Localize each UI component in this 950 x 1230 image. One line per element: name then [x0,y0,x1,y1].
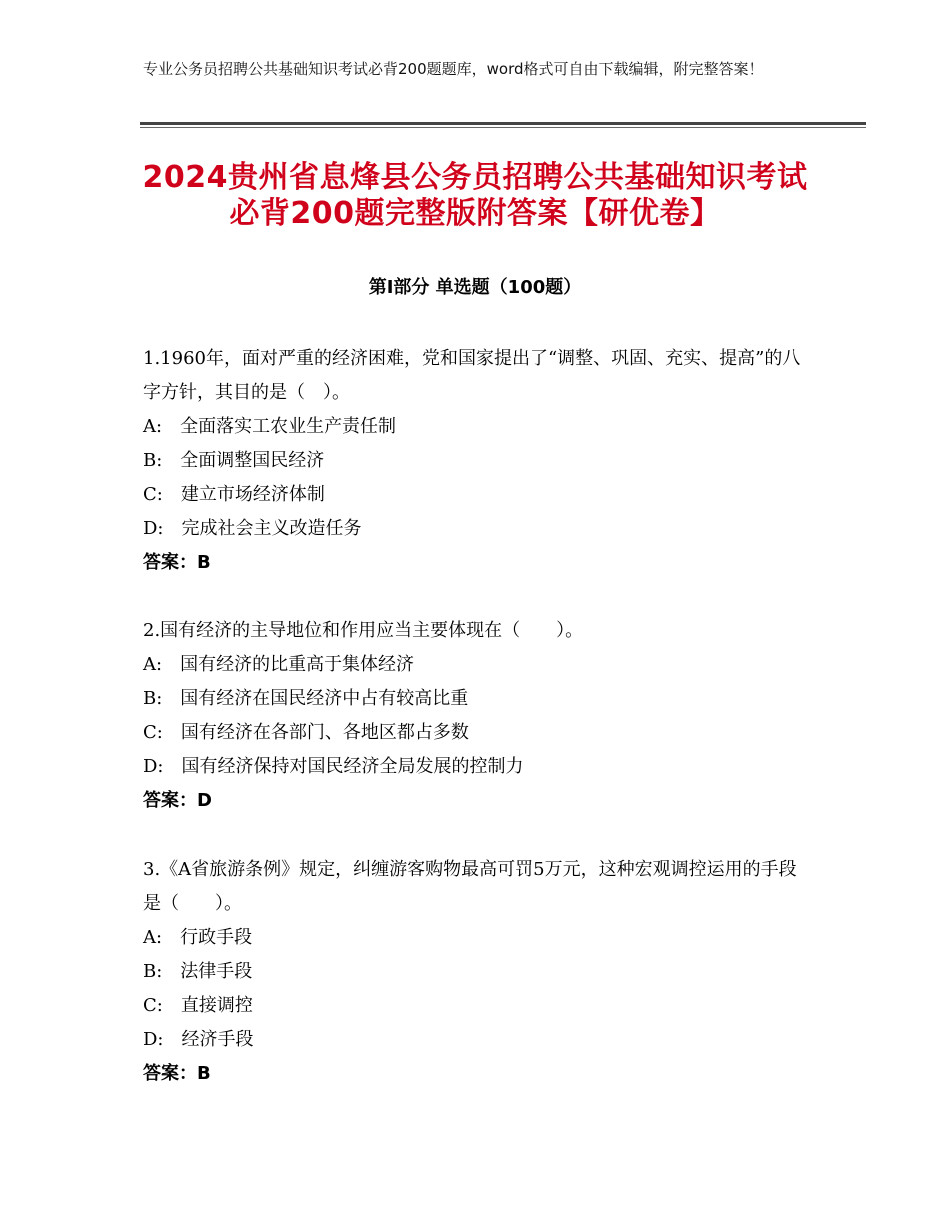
question-stem: 1.1960年，面对严重的经济困难，党和国家提出了“调整、巩固、充实、提高”的八字方针，其目的是（ ）。 [143,348,801,403]
header-note: 专业公务员招聘公共基础知识考试必背200题题库，word格式可自由下载编辑，附完整答案！ [143,60,764,78]
question-block [143,614,813,818]
option-b: B: 国有经济在国民经济中占有较高比重 [143,688,469,709]
option-a: A: 行政手段 [143,927,253,948]
section-title: 第I部分 单选题（100题） [368,277,582,298]
option-c: C: 建立市场经济体制 [143,484,325,505]
option-b: B: 全面调整国民经济 [143,450,325,471]
question-block [143,342,813,580]
answer-line: 答案：B [143,552,211,573]
question-stem: 3.《A省旅游条例》规定，纠缠游客购物最高可罚5万元，这种宏观调控运用的手段是（ ）。 [143,859,797,914]
option-d: D: 国有经济保持对国民经济全局发展的控制力 [143,756,524,777]
option-c: C: 国有经济在各部门、各地区都占多数 [143,722,469,743]
header-rule-thin [140,127,866,128]
document-title: 2024贵州省息烽县公务员招聘公共基础知识考试必背200题完整版附答案【研优卷】 [142,160,808,231]
option-a: A: 全面落实工农业生产责任制 [143,416,397,437]
answer-line: 答案：B [143,1063,211,1084]
question-stem: 2.国有经济的主导地位和作用应当主要体现在（ ）。 [143,620,584,641]
option-c: C: 直接调控 [143,995,253,1016]
option-b: B: 法律手段 [143,961,253,982]
option-d: D: 经济手段 [143,1029,254,1050]
option-a: A: 国有经济的比重高于集体经济 [143,654,415,675]
answer-line: 答案：D [143,790,212,811]
option-d: D: 完成社会主义改造任务 [143,518,362,539]
question-block [143,853,813,1091]
header-rule-thick [140,122,866,125]
